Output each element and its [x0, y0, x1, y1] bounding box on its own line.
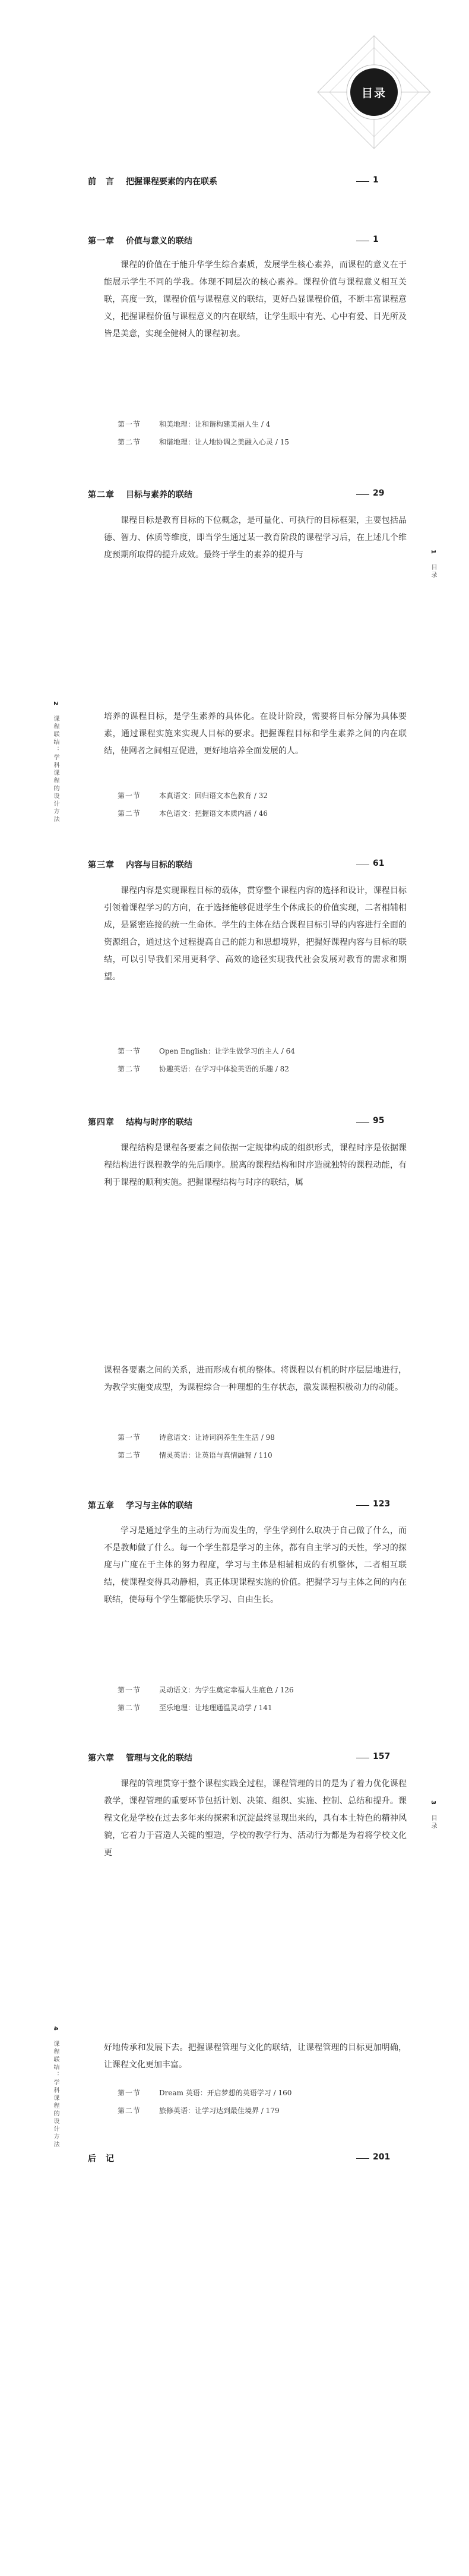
subsection-item[interactable] — [118, 2088, 291, 2098]
entry-label: 第四章 — [88, 1118, 115, 1127]
toc-entry-chapter-6[interactable] — [88, 1752, 397, 1766]
toc-entry-preface[interactable] — [88, 175, 397, 190]
subsection-item[interactable] — [118, 2105, 280, 2115]
page-number: 3 — [430, 1801, 436, 1806]
chapter-4-summary-part-1: 课程结构是课程各要素之间依据一定规律构成的组织形式，课程时序是依据课程结构进行课程教学的先后顺序。脱离的课程结构和时序造就独特的课程动能，有利于课程的顺利实施。把握课程结构与时序的联结，属 — [104, 1143, 407, 1187]
entry-label: 第三章 — [88, 860, 115, 870]
subsection-title: Open English：让学生做学习的主人 / 64 — [159, 1047, 295, 1055]
entry-title: 管理与文化的联结 — [126, 1754, 192, 1763]
toc-entry-chapter-1[interactable] — [88, 235, 397, 249]
subsection-title: 旅修英语：让学习达到最佳境界 / 179 — [159, 2107, 280, 2115]
entry-page: 61 — [373, 859, 385, 868]
subsection-number: 第一节 — [118, 2089, 141, 2097]
subsection-title: 诗意语文：让诗词润养生生生活 / 98 — [159, 1433, 275, 1442]
subsection-number: 第二节 — [118, 1451, 141, 1459]
subsection-item[interactable] — [118, 808, 268, 818]
entry-page: 95 — [373, 1116, 385, 1125]
running-title: 目录 — [430, 1815, 436, 1831]
chapter-2-summary-part-1: 课程目标是教育目标的下位概念，是可量化、可执行的目标框架，主要包括品德、智力、体质等维度，即当学生通过某一教育阶段的课程学习后，在上述几个维度预期所取得的提升成效。最终于学生的素养的提升与 — [104, 516, 407, 560]
entry-page: 1 — [373, 175, 379, 185]
subsection-number: 第二节 — [118, 1704, 141, 1712]
running-title: 课程联结：学科课程的设计方法 — [52, 2041, 59, 2149]
subsection-title: 灵动语文：为学生奠定幸福人生底色 / 126 — [159, 1686, 294, 1694]
subsection-title: 协趣英语：在学习中体验英语的乐趣 / 82 — [159, 1065, 289, 1073]
entry-title: 把握课程要素的内在联系 — [126, 177, 217, 187]
subsection-number: 第二节 — [118, 809, 141, 818]
toc-page-1 — [0, 0, 469, 671]
chapter-1-summary: 课程的价值在于能升华学生综合素质，发展学生核心素养，而课程的意义在于能展示学生不同的学我。体现不同层次的核心素养。课程价值与课程意义相互关联，高度一致，课程价值与课程意义的联结，更好凸显课程价值，不断丰富课程意义，把握课程价值与课程意义的内在联结，让学生眼中有光、心中有爱、目光所及皆是美意，实现全健树人的课程初衷。 — [104, 260, 407, 339]
toc-logo — [315, 33, 433, 152]
subsection-item[interactable] — [118, 1450, 272, 1460]
subsection-title: 本真语文：回归语文本色教育 / 32 — [159, 792, 268, 800]
entry-label: 前 言 — [88, 177, 115, 187]
entry-title: 学习与主体的联结 — [126, 1501, 192, 1511]
subsection-title: 情灵英语：让英语与真情融智 / 110 — [159, 1451, 272, 1459]
subsection-number: 第一节 — [118, 1047, 141, 1055]
page-number: 2 — [52, 701, 59, 707]
chapter-4-summary-part-2: 课程各要素之间的关系，进而形成有机的整体。将课程以有机的时序层层地进行，为教学实施变成型，为课程综合一种理想的生存状态，激发课程积极动力的动能。 — [104, 1366, 407, 1392]
subsection-item[interactable] — [118, 437, 289, 447]
subsection-title: 和谐地理：让人地协调之美融入心灵 / 15 — [159, 438, 289, 446]
entry-page: 1 — [373, 235, 379, 244]
subsection-title: 和美地理：让和谐构建美丽人生 / 4 — [159, 420, 271, 428]
chapter-2-summary-part-2: 培养的课程目标，是学生素养的具体化。在设计阶段，需要将目标分解为具体要素，通过课程实施来实现人目标的要求。把握课程目标和学生素养之间的内在联结，使网者之间相互促进，更好地培养全面发展的人。 — [104, 712, 407, 756]
entry-label: 第六章 — [88, 1754, 115, 1763]
subsection-title: 至乐地理：让地理通温灵动学 / 141 — [159, 1704, 272, 1712]
toc-entry-chapter-5[interactable] — [88, 1499, 397, 1514]
toc-entry-chapter-3[interactable] — [88, 859, 397, 873]
entry-dash — [356, 2158, 369, 2159]
side-running-header — [429, 1801, 438, 1830]
entry-label: 第二章 — [88, 490, 115, 500]
toc-page-4 — [0, 1997, 469, 2576]
side-running-header — [51, 2026, 60, 2149]
toc-title: 目录 — [361, 86, 386, 100]
subsection-title: Dream 英语：开启梦想的英语学习 / 160 — [159, 2089, 292, 2097]
entry-page: 123 — [373, 1499, 391, 1509]
subsection-title: 本色语文：把握语文本质内涵 / 46 — [159, 809, 268, 818]
chapter-5-summary: 学习是通过学生的主动行为而发生的，学生学到什么取决于自己做了什么，而不是教师做了什么。每一个学生都是学习的主体，都有自主学习的天性，学习的探度与广度在于主体的努力程度，学习与主体是相辅相成的有机整体，二者相互联结，使课程变得具动静相，真正体现课程实施的价值。把握学习与主体之间的内在联结，使每每个学生都能快乐学习、自由生长。 — [104, 1526, 407, 1604]
entry-label: 第五章 — [88, 1501, 115, 1511]
subsection-number: 第二节 — [118, 2107, 141, 2115]
subsection-item[interactable] — [118, 1702, 272, 1713]
entry-dash — [356, 1505, 369, 1506]
subsection-number: 第一节 — [118, 1686, 141, 1694]
chapter-6-summary-part-1: 课程的管理贯穿于整个课程实践全过程，课程管理的目的是为了着力优化课程教学，课程管理的重要环节包括计划、决策、组织、实施、控制、总结和提升。课程文化是学校在过去多年来的探索和沉淀最终显现出来的，具有本土特色的精神风貌，它着力于营造人关键的塑造，学校的教学行为、活动行为都是为着将学校文化更 — [104, 1779, 407, 1858]
entry-dash — [356, 1122, 369, 1123]
entry-dash — [356, 494, 369, 495]
subsection-item[interactable] — [118, 1046, 295, 1056]
side-running-header — [51, 701, 60, 824]
subsection-item[interactable] — [118, 1685, 294, 1695]
subsection-item[interactable] — [118, 1432, 275, 1442]
entry-dash — [356, 181, 369, 182]
entry-page: 157 — [373, 1752, 391, 1761]
toc-entry-chapter-2[interactable] — [88, 488, 397, 503]
subsection-number: 第一节 — [118, 1433, 141, 1442]
subsection-number: 第一节 — [118, 420, 141, 428]
entry-title: 价值与意义的联结 — [126, 237, 192, 246]
entry-page: 29 — [373, 488, 385, 498]
entry-page: 201 — [373, 2152, 391, 2162]
toc-page-2 — [0, 671, 469, 1319]
page-number: 1 — [430, 550, 436, 556]
side-running-header — [429, 550, 438, 579]
toc-entry-chapter-4[interactable] — [88, 1116, 397, 1130]
entry-label: 第一章 — [88, 237, 115, 246]
entry-title: 目标与素养的联结 — [126, 490, 192, 500]
chapter-3-summary: 课程内容是实现课程目标的载体，贯穿整个课程内容的选择和设计，课程目标引领着课程学习的方向，在于选择能够促进学生个体成长的价值实现，二者相辅相成，是紧密连接的统一生命体。学生的主体在结合课程目标引导的内容进行全面的资源组合，通过这个过程提高自己的能力和思想境界，把握好课程内容与目标的联结，可以引导我们采用更科学、高效的途径实现我代社会发展对教育的需求和期望。 — [104, 886, 407, 982]
page-number: 4 — [52, 2026, 59, 2032]
running-title: 目录 — [430, 564, 436, 580]
toc-page-3 — [0, 1319, 469, 1997]
toc-entry-afterword[interactable] — [88, 2152, 397, 2167]
chapter-6-summary-part-2: 好地传承和发展下去。把握课程管理与文化的联结，让课程管理的目标更加明确，让课程文化更加丰富。 — [104, 2043, 407, 2070]
subsection-number: 第二节 — [118, 438, 141, 446]
entry-title: 内容与目标的联结 — [126, 860, 192, 870]
entry-title: 结构与时序的联结 — [126, 1118, 192, 1127]
subsection-item[interactable] — [118, 790, 268, 800]
subsection-item[interactable] — [118, 419, 270, 429]
subsection-number: 第一节 — [118, 792, 141, 800]
subsection-item[interactable] — [118, 1064, 289, 1074]
entry-label: 后 记 — [88, 2154, 115, 2164]
running-title: 课程联结：学科课程的设计方法 — [52, 715, 59, 824]
subsection-number: 第二节 — [118, 1065, 141, 1073]
